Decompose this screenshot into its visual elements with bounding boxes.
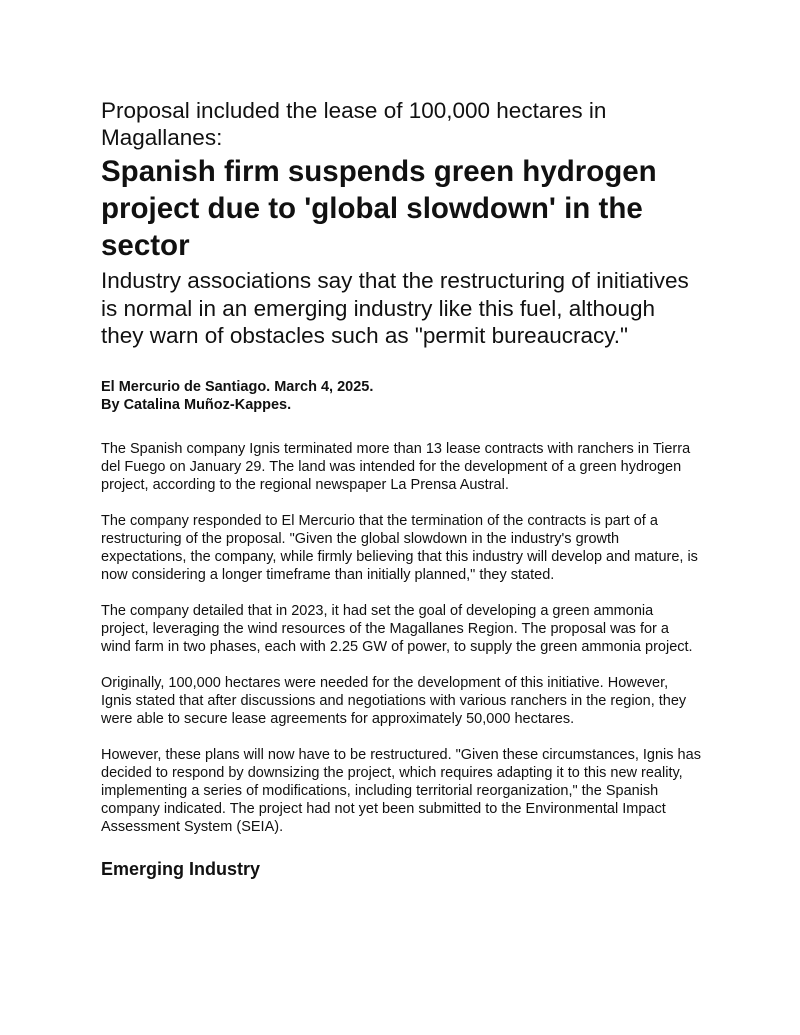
author-line: By Catalina Muñoz-Kappes. (101, 396, 292, 413)
body-paragraph: However, these plans will now have to be restructured. "Given these circumstances, Ignis has decided to respond by downsizing the project, which requires adapting it to this new reality, implementing a series of modifications, including territorial reorganization," the Spanish company indicated. The project had not yet been submitted to the Environmental Impact Assessment System (SEIA). (101, 746, 701, 835)
body-paragraph: Originally, 100,000 hectares were needed for the development of this initiative. However, Ignis stated that after discussions and negotiations with various ranchers in the region, they were able to secure lease agreements for approximately 50,000 hectares. (101, 674, 687, 727)
body-paragraph: The company detailed that in 2023, it had set the goal of developing a green ammonia project, leveraging the wind resources of the Magallanes Region. The proposal was for a wind farm in two phases, each with 2.25 GW of power, to supply the green ammonia project. (101, 602, 693, 655)
article-page (101, 97, 701, 880)
article-kicker: Proposal included the lease of 100,000 hectares in Magallanes: (101, 98, 607, 150)
body-paragraph: The Spanish company Ignis terminated more than 13 lease contracts with ranchers in Tierra del Fuego on January 29. The land was intended for the development of a green hydrogen project, according to the regional newspaper La Prensa Austral. (101, 440, 691, 493)
byline (101, 378, 701, 414)
section-heading: Emerging Industry (101, 858, 261, 879)
article-deck: Industry associations say that the restructuring of initiatives is normal in an emerging industry like this fuel, although they warn of obstacles such as "permit bureaucracy." (101, 268, 689, 348)
body-paragraph: The company responded to El Mercurio that the termination of the contracts is part of a restructuring of the proposal. "Given the global slowdown in the industry's growth expectations, the company, while firmly believing that this industry will develop and mature, is now considering a longer timeframe than initially planned," they stated. (101, 512, 698, 583)
source-line: El Mercurio de Santiago. March 4, 2025. (101, 378, 374, 395)
article-headline: Spanish firm suspends green hydrogen project due to 'global slowdown' in the sector (101, 155, 657, 262)
